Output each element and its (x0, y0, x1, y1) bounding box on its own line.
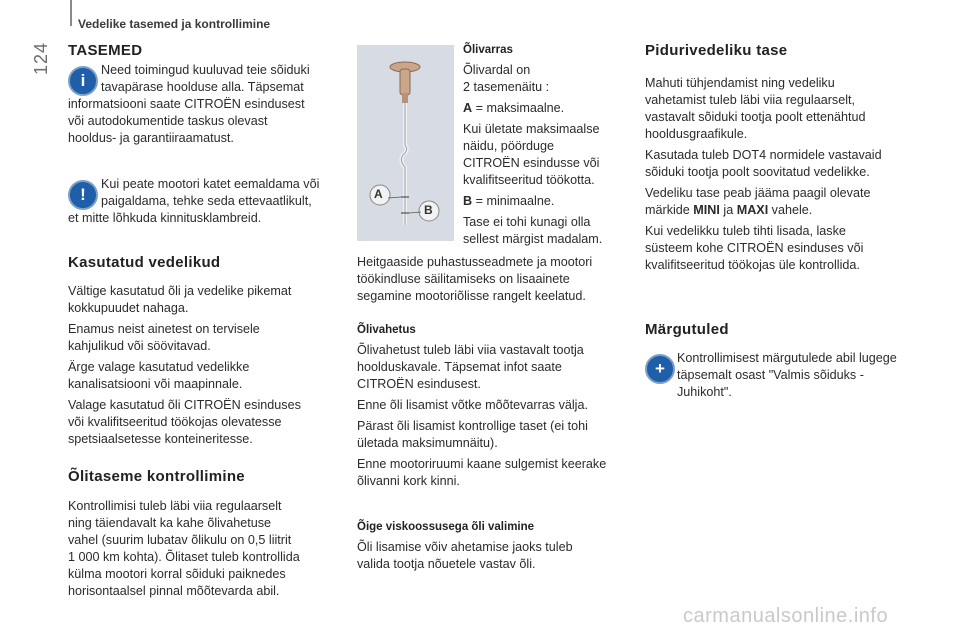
text-line: Mahuti tühjendamist ning vedeliku (645, 76, 835, 90)
warning-lights-note (677, 350, 927, 401)
min-mark-line (463, 193, 623, 210)
text-line: kokkupuudet nahaga. (68, 301, 189, 315)
text-line: näidu, pöörduge (463, 139, 555, 153)
text-line: õlivanni kork kinni. (357, 474, 460, 488)
info-text-line: tavapärase hoolduse alla. Täpsemat (101, 80, 304, 94)
watermark-text: carmanualsonline.info (683, 605, 889, 627)
warning-text-line: et mitte lõhkuda kinnitusklambreid. (68, 211, 262, 225)
text-line: kvalifitseeritud töökotta. (463, 173, 595, 187)
text-line: süsteem kohe CITROËN esinduses või (645, 241, 864, 255)
text-line: kvalifitseeritud töökojas üle kontrollida. (645, 258, 860, 272)
info-text-line: informatsiooni saate CITROËN esindusest (68, 97, 305, 111)
text-line: Õli lisamise võiv ahetamise jaoks tuleb (357, 540, 573, 554)
max-mark-line (463, 100, 623, 117)
maxi-mark: MAXI (736, 203, 769, 217)
tasemed-heading: TASEMED (68, 42, 143, 59)
text-line: Ärge valage kasutatud vedelikke (68, 360, 250, 374)
text-line: vastavalt sõiduki tootja poolt ettenähtud (645, 110, 866, 124)
text-line: hoolduskavale. Täpsemat infot saate (357, 360, 562, 374)
brake-fluid-heading: Pidurivedeliku tase (645, 42, 788, 59)
text-line: Heitgaaside puhastusseadmete ja mootori (357, 255, 593, 269)
oil-change-heading: Õlivahetus (357, 324, 416, 336)
text-line: Juhikoht". (677, 385, 732, 399)
mini-maxi-line (645, 202, 925, 219)
text-line: Kontrollimisi tuleb läbi viia regulaarselt (68, 499, 282, 513)
info-icon: i (68, 66, 98, 96)
text-line: spetsiaalsetesse konteineritesse. (68, 432, 253, 446)
page-number: 124 (31, 41, 51, 75)
column-right (645, 42, 925, 399)
text-line: valida tootja nõuetele vastav õli. (357, 557, 536, 571)
oil-level-heading: Õlitaseme kontrollimine (68, 468, 245, 485)
dipstick-heading: Õlivarras (463, 44, 513, 56)
text-line: CITROËN esindusest. (357, 377, 481, 391)
dipstick-label-b: B (424, 203, 433, 217)
dipstick-illustration (357, 45, 454, 241)
info-text-line: hooldus- ja garantiiraamatust. (68, 131, 234, 145)
text-line: ületada maksimumnäitu). (357, 436, 498, 450)
text-line: Õlivahetust tuleb läbi viia vastavalt tootja (357, 343, 584, 357)
text-line: segamine mootoriõlisse rangelt keelatud. (357, 289, 586, 303)
text-line: kanalisatsiooni või maapinnale. (68, 377, 243, 391)
text-line: Vältige kasutatud õli ja vedelike pikemat (68, 284, 292, 298)
text-line: sõiduki tootja poolt soovitatud vedelikke. (645, 165, 870, 179)
text-line: külma mootori korral sõiduki paiknedes (68, 567, 286, 581)
max-mark-letter: A (463, 101, 473, 115)
column-middle-lower (357, 254, 632, 571)
brake-fluid-body (645, 75, 925, 274)
warning-icon: ! (68, 180, 98, 210)
text-line: Enne õli lisamist võtke mõõtevarras välja. (357, 398, 588, 412)
text-line: vahetamist tuleb läbi viia regulaarselt, (645, 93, 856, 107)
min-mark-letter: B (463, 194, 473, 208)
dipstick-drawing (357, 45, 454, 241)
text-line: Enamus neist ainetest on tervisele (68, 322, 260, 336)
info-note-cont (68, 96, 348, 147)
mini-mark: MINI (693, 203, 720, 217)
plus-icon: + (645, 354, 675, 384)
oil-change-body (357, 342, 632, 490)
text-line: töökindluse säilitamiseks on lisaainete (357, 272, 570, 286)
warning-text-line: paigaldama, tehke seda ettevaatlikult, (101, 194, 312, 208)
text-line: Tase ei tohi kunagi olla (463, 215, 591, 229)
text-line: sellest märgist madalam. (463, 232, 603, 246)
text-line: vahel (suurim lubatav õlikulu on 0,5 liitrit (68, 533, 292, 547)
text-line: Kasutada tuleb DOT4 normidele vastavaid (645, 148, 882, 162)
text-line: Kontrollimisest märgutulede abil lugege (677, 351, 897, 365)
text-line: ning täiendavalt ka kahe õlivahetuse (68, 516, 272, 530)
min-mark-text: = minimaalne. (472, 194, 555, 208)
text-line: täpsemalt osast "Valmis sõiduks - (677, 368, 864, 382)
text-line: Valage kasutatud õli CITROËN esinduses (68, 398, 301, 412)
info-note (101, 62, 351, 96)
text-line: CITROËN esindusse või (463, 156, 600, 170)
text-fragment: vahele. (768, 203, 813, 217)
info-text-line: või autodokumentide taskus olevast (68, 114, 268, 128)
text-line: horisontaalsel pinnal mõõtevarda abil. (68, 584, 280, 598)
warning-lights-heading: Märgutuled (645, 321, 729, 338)
viscosity-heading: Õige viskoossusega õli valimine (357, 521, 535, 533)
text-fragment: märkide (645, 203, 694, 217)
dipstick-label-a: A (374, 187, 383, 201)
text-line: Vedeliku tase peab jääma paagil olevate (645, 186, 871, 200)
oil-level-body (68, 498, 353, 600)
text-line: 2 tasemenäitu : (463, 80, 550, 94)
warning-text-line: Kui peate mootori katet eemaldama või (101, 177, 320, 191)
warning-note (101, 176, 351, 210)
text-line: hooldusgraafikule. (645, 127, 748, 141)
viscosity-body (357, 539, 632, 573)
text-line: Õlivardal on (463, 63, 531, 77)
info-text-line: Need toimingud kuuluvad teie sõiduki (101, 63, 310, 77)
text-line: Pärast õli lisamist kontrollige taset (ei tohi (357, 419, 588, 433)
text-line: Kui vedelikku tuleb tihti lisada, laske (645, 224, 846, 238)
text-line: või kvalifitseeritud töökojas olevatesse (68, 415, 282, 429)
max-mark-text: = maksimaalne. (472, 101, 565, 115)
text-fragment: ja (719, 203, 737, 217)
column-left (68, 42, 343, 598)
text-line: kahjulikud või söövitavad. (68, 339, 211, 353)
used-fluids-heading: Kasutatud vedelikud (68, 254, 221, 271)
side-divider-line (70, 0, 72, 26)
text-line: Enne mootoriruumi kaane sulgemist keerake (357, 457, 607, 471)
dipstick-text (463, 42, 623, 248)
used-fluids-body (68, 283, 348, 448)
section-title: Vedelike tasemed ja kontrollimine (78, 17, 271, 31)
text-line: Kui ületate maksimaalse (463, 122, 600, 136)
text-line: 1 000 km kohta). Õlitaset tuleb kontrollida (68, 550, 300, 564)
